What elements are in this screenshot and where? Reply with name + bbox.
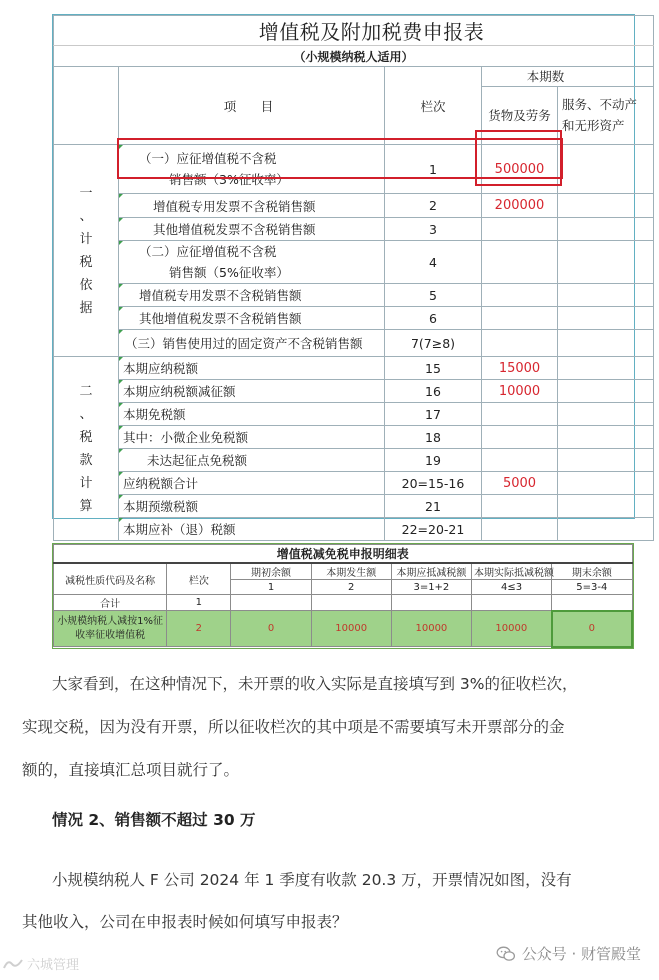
row-services-value	[558, 145, 654, 194]
exemption-title: 增值税减免税申报明细表	[54, 545, 633, 564]
vat-return-table	[53, 15, 654, 541]
row-goods-value: 200000	[482, 194, 558, 218]
header-current-amount: 本期发生额	[311, 563, 391, 580]
total-cell	[231, 595, 311, 611]
row-services-value	[558, 403, 654, 426]
wechat-watermark	[496, 943, 641, 964]
row-goods-value	[482, 307, 558, 330]
exemption-value: 0	[231, 611, 311, 647]
exemption-value: 10000	[311, 611, 391, 647]
header-column: 栏次	[167, 563, 231, 595]
paragraph-line: 实现交税，因为没有开票，所以征收栏次的其中项是不需要填写未开票部分的金	[22, 718, 565, 736]
row-col: 5	[385, 284, 482, 307]
exemption-name: 小规模纳税人减按1%征收率征收增值税	[54, 611, 167, 647]
total-cell	[311, 595, 391, 611]
row-goods-value	[482, 218, 558, 241]
logo-icon	[2, 958, 24, 970]
row-services-value	[558, 284, 654, 307]
header-opening-balance: 期初余额	[231, 563, 311, 580]
header-goods-services: 货物及劳务	[482, 86, 558, 145]
corner-cell	[54, 67, 119, 145]
vat-return-form	[52, 14, 638, 537]
row-col: 19	[385, 449, 482, 472]
row-goods-value	[482, 449, 558, 472]
paragraph-line: 其他收入，公司在申报表时候如何填写申报表？	[22, 913, 348, 931]
row-col: 6	[385, 307, 482, 330]
row-item: 未达起征点免税额	[119, 449, 385, 472]
row-col: 3	[385, 218, 482, 241]
row-col: 2	[385, 194, 482, 218]
header-deductible: 本期应抵减税额	[391, 563, 471, 580]
row-col: 22=20-21	[385, 518, 482, 541]
header-current-period: 本期数	[482, 67, 654, 87]
row-goods-value: 500000	[482, 145, 558, 194]
total-col: 1	[167, 595, 231, 611]
row-item: （三）销售使用过的固定资产不含税销售额	[119, 330, 385, 357]
header-services-assets: 服务、不动产和无形资产	[558, 86, 654, 145]
row-item: 本期预缴税额	[119, 495, 385, 518]
header-item: 项 目	[119, 67, 385, 145]
row-goods-value	[482, 241, 558, 284]
row-item: （一）应征增值税不含税 销售额（3%征收率）	[119, 145, 385, 194]
subheader: 1	[231, 580, 311, 595]
form-title: 增值税及附加税费申报表	[54, 16, 654, 46]
subheader: 5=3-4	[552, 580, 632, 595]
paragraph-line: 大家看到，在这种情况下，未开票的收入实际是直接填写到 3%的征收栏次，	[52, 675, 578, 693]
row-col: 18	[385, 426, 482, 449]
vat-exemption-table	[53, 544, 633, 648]
corner-watermark	[2, 954, 79, 973]
row-col: 15	[385, 357, 482, 380]
subheader: 2	[311, 580, 391, 595]
row-item: （二）应征增值税不含税 销售额（5%征收率）	[119, 241, 385, 284]
row-services-value	[558, 426, 654, 449]
row-goods-value: 10000	[482, 380, 558, 403]
exemption-col: 2	[167, 611, 231, 647]
row-services-value	[558, 218, 654, 241]
header-column: 栏次	[385, 67, 482, 145]
corner-watermark-text: 六城管理	[27, 958, 80, 973]
row-goods-value: 15000	[482, 357, 558, 380]
form-subtitle: （小规模纳税人适用）	[54, 46, 654, 67]
row-goods-value	[482, 426, 558, 449]
highlight-value-box	[475, 130, 562, 186]
section-tax-calc-label: 二 、 税 款 计 算	[54, 357, 119, 541]
subheader: 4≤3	[471, 580, 551, 595]
total-cell	[471, 595, 551, 611]
total-cell	[391, 595, 471, 611]
row-services-value	[558, 330, 654, 357]
header-code-name: 减税性质代码及名称	[54, 563, 167, 595]
total-cell	[552, 595, 632, 611]
total-label: 合计	[54, 595, 167, 611]
row-services-value	[558, 194, 654, 218]
row-item: 本期应纳税额	[119, 357, 385, 380]
row-services-value	[558, 472, 654, 495]
row-item: 本期免税额	[119, 403, 385, 426]
row-item: 增值税专用发票不含税销售额	[119, 194, 385, 218]
exemption-value: 10000	[471, 611, 551, 647]
row-services-value	[558, 357, 654, 380]
header-closing-balance: 期末余额	[552, 563, 632, 580]
row-col: 4	[385, 241, 482, 284]
row-services-value	[558, 241, 654, 284]
row-item: 其他增值税发票不含税销售额	[119, 218, 385, 241]
row-item: 应纳税额合计	[119, 472, 385, 495]
row-col: 21	[385, 495, 482, 518]
header-actual-deduction: 本期实际抵减税额	[471, 563, 551, 580]
row-col: 7(7≥8)	[385, 330, 482, 357]
subheader: 3=1+2	[391, 580, 471, 595]
row-goods-value	[482, 284, 558, 307]
watermark-text: 公众号 · 财管殿堂	[521, 945, 641, 963]
row-item: 其中：小微企业免税额	[119, 426, 385, 449]
row-item: 本期应纳税额减征额	[119, 380, 385, 403]
row-col: 16	[385, 380, 482, 403]
row-col: 1	[385, 145, 482, 194]
row-services-value	[558, 380, 654, 403]
exemption-value: 0	[552, 611, 632, 647]
exemption-value: 10000	[391, 611, 471, 647]
row-goods-value	[482, 330, 558, 357]
paragraph-line: 小规模纳税人 F 公司 2024 年 1 季度有收款 20.3 万，开票情况如图，没有	[52, 871, 572, 889]
row-item: 增值税专用发票不含税销售额	[119, 284, 385, 307]
paragraph-line: 额的，直接填汇总项目就行了。	[22, 761, 240, 779]
row-services-value	[558, 495, 654, 518]
row-services-value	[558, 307, 654, 330]
row-col: 17	[385, 403, 482, 426]
section-heading: 情况 2、销售额不超过 30 万	[52, 811, 256, 829]
row-goods-value	[482, 495, 558, 518]
row-goods-value	[482, 518, 558, 541]
row-col: 20=15-16	[385, 472, 482, 495]
row-services-value	[558, 518, 654, 541]
row-item: 其他增值税发票不含税销售额	[119, 307, 385, 330]
section-tax-basis-label: 一 、 计 税 依 据	[54, 145, 119, 357]
row-services-value	[558, 449, 654, 472]
vat-exemption-detail-form	[52, 543, 634, 649]
row-goods-value: 5000	[482, 472, 558, 495]
row-item: 本期应补（退）税额	[119, 518, 385, 541]
row-goods-value	[482, 403, 558, 426]
wechat-icon	[496, 946, 516, 962]
